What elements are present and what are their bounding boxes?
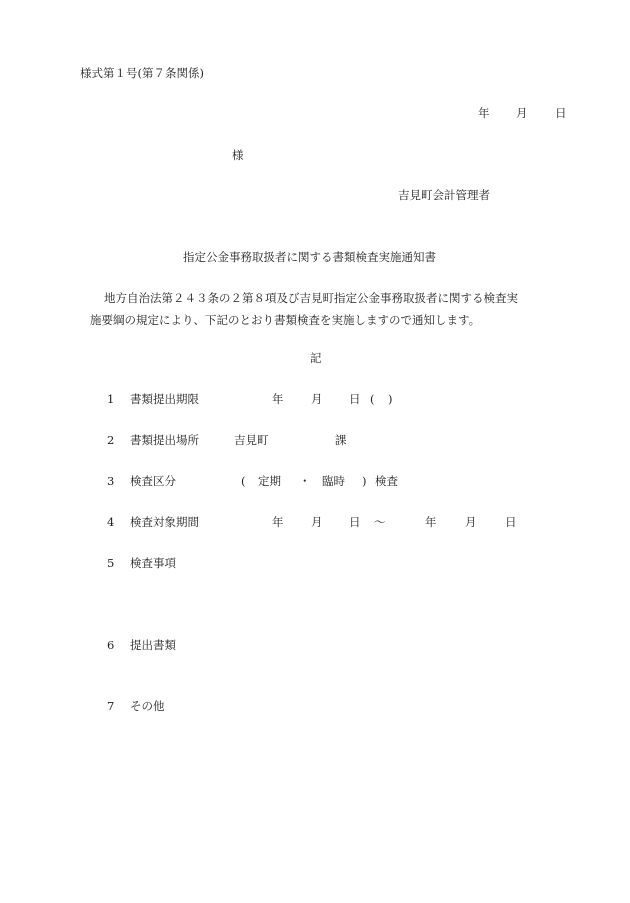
date-month: 月 bbox=[516, 106, 528, 120]
item-number: 6 bbox=[107, 638, 115, 652]
item-label: その他 bbox=[130, 699, 165, 713]
item-label: 書類提出期限 bbox=[130, 392, 199, 406]
item-1-month: 月 bbox=[311, 392, 323, 406]
item-label: 検査事項 bbox=[130, 556, 176, 570]
document-title: 指定公金事務取扱者に関する書類検査実施通知書 bbox=[183, 250, 436, 264]
sender-name: 吉見町会計管理者 bbox=[398, 188, 490, 202]
item-number: 3 bbox=[107, 474, 115, 488]
item-1-paren-close: ) bbox=[388, 392, 393, 406]
item-number: 4 bbox=[107, 515, 115, 529]
date-day: 日 bbox=[555, 106, 567, 120]
body-text-line1: 地方自治法第２４３条の２第８項及び吉見町指定公金事務取扱者に関する検査実 bbox=[104, 291, 518, 305]
item-4-month-end: 月 bbox=[465, 515, 477, 529]
body-text-line2: 施要綱の規定により、下記のとおり書類検査を実施しますので通知します。 bbox=[90, 313, 481, 327]
item-number: 1 bbox=[107, 392, 115, 406]
item-4-day-start: 日 bbox=[349, 515, 361, 529]
item-1-paren-open: ( bbox=[370, 392, 375, 406]
item-3-suffix: 検査 bbox=[375, 474, 398, 488]
item-label: 検査対象期間 bbox=[130, 515, 199, 529]
date-year: 年 bbox=[478, 106, 490, 120]
item-3-option-rinji: 臨時 bbox=[322, 474, 345, 488]
item-4-month-start: 月 bbox=[311, 515, 323, 529]
item-4-year-start: 年 bbox=[272, 515, 284, 529]
form-number: 様式第１号(第７条関係) bbox=[80, 66, 204, 80]
item-2-section: 課 bbox=[335, 433, 347, 447]
recipient-suffix: 様 bbox=[232, 148, 244, 162]
item-1-day: 日 bbox=[349, 392, 361, 406]
item-label: 書類提出場所 bbox=[130, 433, 199, 447]
item-number: 5 bbox=[107, 556, 115, 570]
item-3-separator: ・ bbox=[299, 474, 311, 488]
item-4-tilde: ～ bbox=[374, 515, 386, 529]
item-label: 提出書類 bbox=[130, 638, 176, 652]
item-3-option-teiki: 定期 bbox=[258, 474, 281, 488]
item-number: 7 bbox=[107, 699, 115, 713]
item-1-year: 年 bbox=[272, 392, 284, 406]
item-4-day-end: 日 bbox=[505, 515, 517, 529]
item-number: 2 bbox=[107, 433, 115, 447]
ki-heading: 記 bbox=[310, 351, 322, 365]
item-3-paren-open: ( bbox=[241, 474, 246, 488]
item-2-town: 吉見町 bbox=[234, 433, 269, 447]
item-3-paren-close: ) bbox=[362, 474, 367, 488]
item-4-year-end: 年 bbox=[425, 515, 437, 529]
item-label: 検査区分 bbox=[130, 474, 176, 488]
